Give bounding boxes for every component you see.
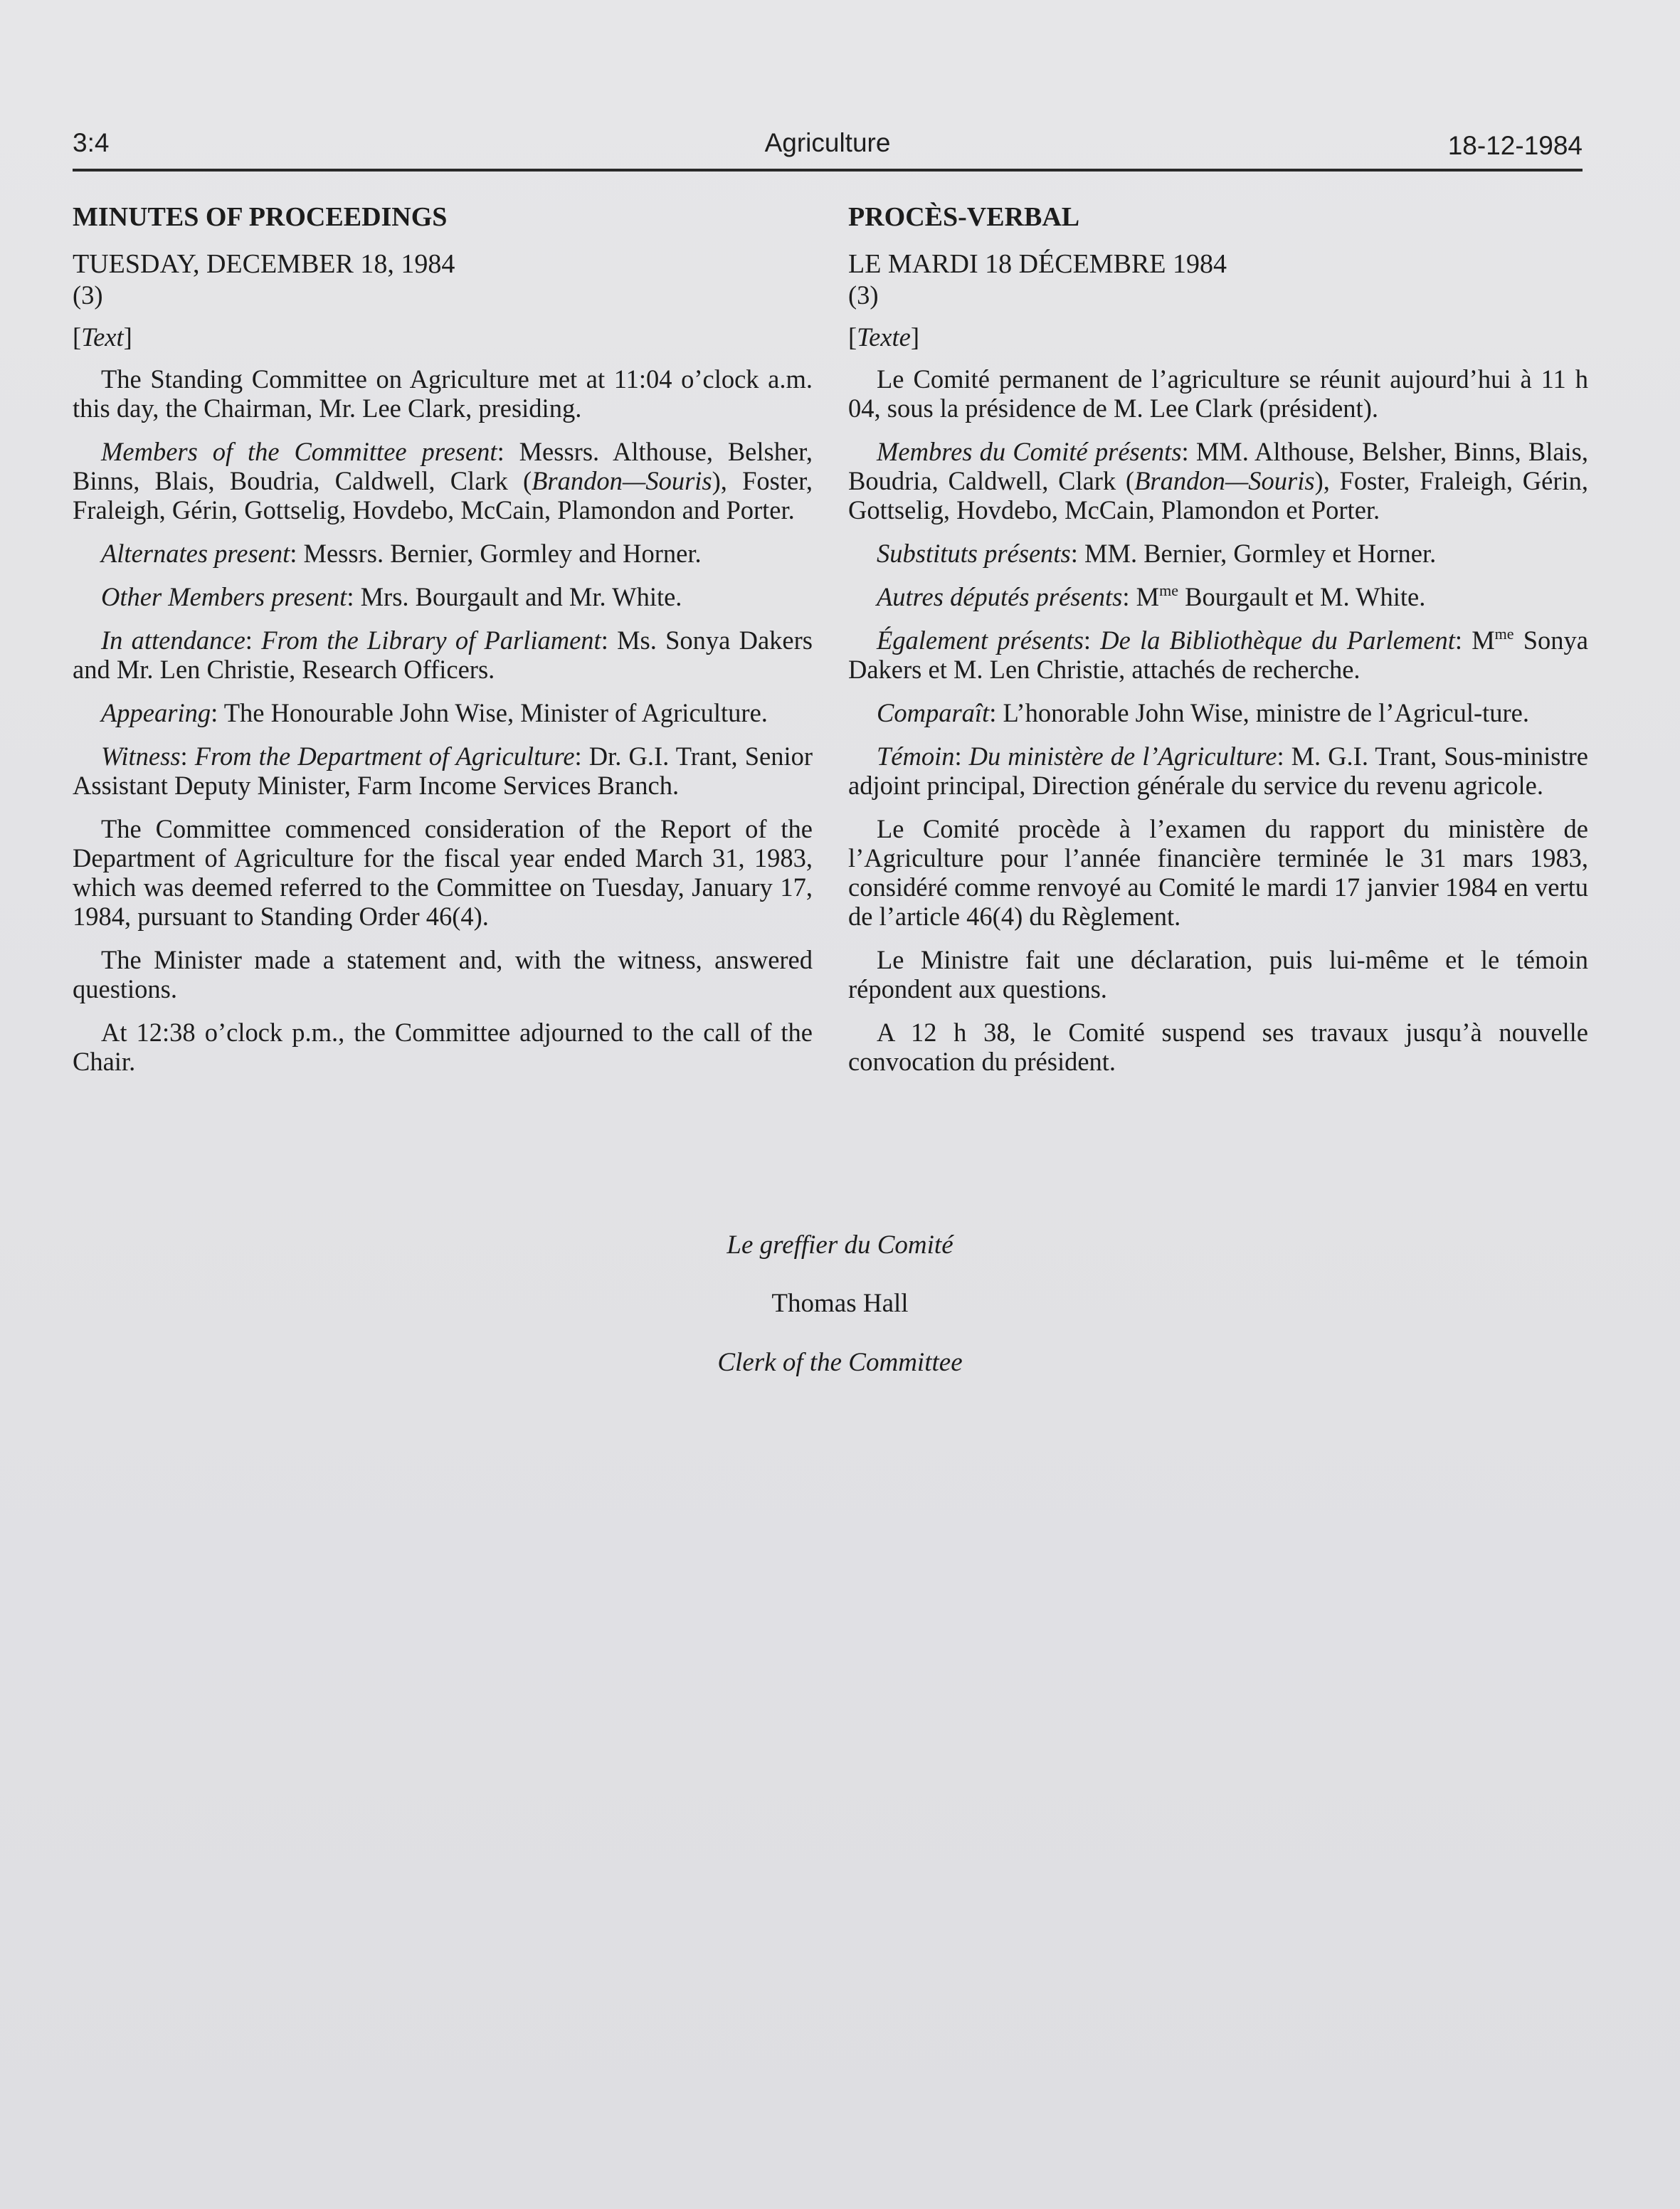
french-witness-org: Du ministère de l’Agriculture — [968, 742, 1277, 771]
header-date: 18-12-1984 — [1447, 131, 1583, 160]
french-members-a: : MM. Althouse, Belsher, Binns, Blais, Boudria, Caldwell, Clark ( — [848, 437, 1589, 495]
french-meeting-number: (3) — [848, 280, 879, 310]
english-members-label: Members of the Committee present — [101, 437, 497, 466]
french-column — [848, 199, 1588, 1090]
french-paragraph-members — [848, 437, 1588, 524]
english-heading: MINUTES OF PROCEEDINGS — [73, 202, 448, 232]
french-appearing-text: : L’honorable John Wise, ministre de l’Agricul-ture. — [989, 698, 1529, 727]
french-paragraph-adjournment: A 12 h 38, le Comité suspend ses travaux jusqu’à nouvelle convocation du président. — [848, 1018, 1588, 1076]
french-members-b: ), Foster, Fraleigh, Gérin, Gottselig, Hovdebo, McCain, Plamondon et Porter. — [848, 466, 1588, 524]
english-paragraph-witness — [73, 742, 813, 800]
french-other-members-sup: me — [1159, 581, 1178, 599]
french-other-members-label: Autres députés présents — [877, 582, 1123, 611]
french-paragraph-attendance — [848, 626, 1588, 684]
english-witness-label: Witness — [101, 742, 181, 771]
french-members-label: Membres du Comité présents — [877, 437, 1182, 466]
english-witness-sep: : — [180, 742, 195, 771]
header-title: Agriculture — [764, 128, 891, 157]
french-substitutes-text: : MM. Bernier, Gormley et Horner. — [1070, 539, 1437, 568]
french-heading: PROCÈS-VERBAL — [848, 202, 1080, 232]
english-alternates-text: : Messrs. Bernier, Gormley and Horner. — [290, 539, 702, 568]
french-attendance-b: Sonya Dakers et M. Len Christie, attachés de recherche. — [848, 626, 1588, 684]
signature-en-title — [0, 1347, 1680, 1378]
english-date-line: TUESDAY, DECEMBER 18, 1984 — [73, 249, 455, 279]
english-appearing-text: : The Honourable John Wise, Minister of Agriculture. — [211, 698, 768, 727]
french-date-line: LE MARDI 18 DÉCEMBRE 1984 — [848, 249, 1227, 279]
english-attendance-label: In attendance — [101, 626, 245, 655]
french-attendance-a: : M — [1454, 626, 1495, 655]
signature-fr-title-text: Le greffier du Comité — [727, 1230, 953, 1260]
english-appearing-label: Appearing — [101, 698, 211, 727]
french-attendance-sep: : — [1083, 626, 1101, 655]
english-witness-text: : Dr. G.I. Trant, Senior Assistant Deputy Minister, Farm Income Services Branch. — [73, 742, 813, 800]
english-members-a: : Messrs. Althouse, Belsher, Binns, Blais, Boudria, Caldwell, Clark ( — [73, 437, 813, 495]
english-meeting-number: (3) — [73, 280, 103, 310]
running-header — [73, 122, 1583, 165]
english-column — [73, 199, 813, 1090]
english-other-members-label: Other Members present — [101, 582, 347, 611]
english-paragraph-appearing — [73, 698, 813, 727]
english-members-riding: Brandon—Souris — [532, 466, 712, 495]
french-attendance-sup: me — [1494, 625, 1514, 643]
english-paragraph-consideration: The Committee commenced consideration of the Report of the Department of Agriculture for the fiscal year ended March 31, 1983, which was deemed referred to the Committee on Tuesday, January 17, 1984, pursuant to Standing Order 46(4). — [73, 814, 813, 931]
signature-name: Thomas Hall — [771, 1289, 909, 1318]
french-paragraph-opening: Le Comité permanent de l’agriculture se réunit aujourd’hui à 11 h 04, sous la présidence de M. Lee Clark (président). — [848, 364, 1588, 423]
english-attendance-text: : Ms. Sonya Dakers and Mr. Len Christie, Research Officers. — [73, 626, 813, 684]
french-other-members-b: Bourgault et M. White. — [1178, 582, 1426, 611]
french-paragraph-statement: Le Ministre fait une déclaration, puis lui-même et le témoin répondent aux questions. — [848, 945, 1588, 1003]
french-text-tag: [Texte] — [848, 322, 920, 352]
french-attendance-org: De la Bibliothèque du Parlement — [1100, 626, 1455, 655]
french-appearing-label: Comparaît — [877, 698, 990, 727]
french-text-tag-word: Texte — [857, 322, 911, 352]
signature-fr-title — [0, 1230, 1680, 1260]
french-paragraph-witness — [848, 742, 1588, 800]
english-paragraph-opening: The Standing Committee on Agriculture met at 11:04 o’clock a.m. this day, the Chairman, Mr. Lee Clark, presiding. — [73, 364, 813, 423]
english-witness-org: From the Department of Agriculture — [194, 742, 575, 771]
english-paragraph-members — [73, 437, 813, 524]
english-paragraph-attendance — [73, 626, 813, 684]
french-attendance-label: Également présents — [877, 626, 1084, 655]
english-text-tag-word: Text — [81, 322, 124, 352]
english-paragraph-alternates — [73, 539, 813, 568]
english-paragraph-statement: The Minister made a statement and, with the witness, answered questions. — [73, 945, 813, 1003]
english-paragraph-adjournment: At 12:38 o’clock p.m., the Committee adjourned to the call of the Chair. — [73, 1018, 813, 1076]
english-text-tag: [Text] — [73, 322, 132, 352]
header-rule — [73, 169, 1583, 172]
english-paragraph-other-members — [73, 582, 813, 611]
signature-en-title-text: Clerk of the Committee — [717, 1348, 963, 1377]
french-paragraph-other-members — [848, 582, 1588, 611]
french-paragraph-appearing — [848, 698, 1588, 727]
page-number: 3:4 — [73, 128, 110, 157]
french-substitutes-label: Substituts présents — [877, 539, 1071, 568]
english-attendance-org: From the Library of Parliament — [261, 626, 601, 655]
french-witness-label: Témoin — [877, 742, 955, 771]
french-witness-sep: : — [954, 742, 969, 771]
english-alternates-label: Alternates present — [101, 539, 290, 568]
english-other-members-text: : Mrs. Bourgault and Mr. White. — [347, 582, 682, 611]
french-witness-text: : M. G.I. Trant, Sous-ministre adjoint principal, Direction générale du service du revenu agricole. — [848, 742, 1588, 800]
french-paragraph-substitutes — [848, 539, 1588, 568]
french-other-members-a: : M — [1122, 582, 1160, 611]
english-attendance-sep: : — [245, 626, 262, 655]
english-members-b: ), Foster, Fraleigh, Gérin, Gottselig, Hovdebo, McCain, Plamondon and Porter. — [73, 466, 813, 524]
french-paragraph-consideration: Le Comité procède à l’examen du rapport du ministère de l’Agriculture pour l’année financière terminée le 31 mars 1983, considéré comme renvoyé au Comité le mardi 17 janvier 1984 en vertu de l’article 46(4) du Règlement. — [848, 814, 1588, 931]
french-members-riding: Brandon—Souris — [1134, 466, 1315, 495]
